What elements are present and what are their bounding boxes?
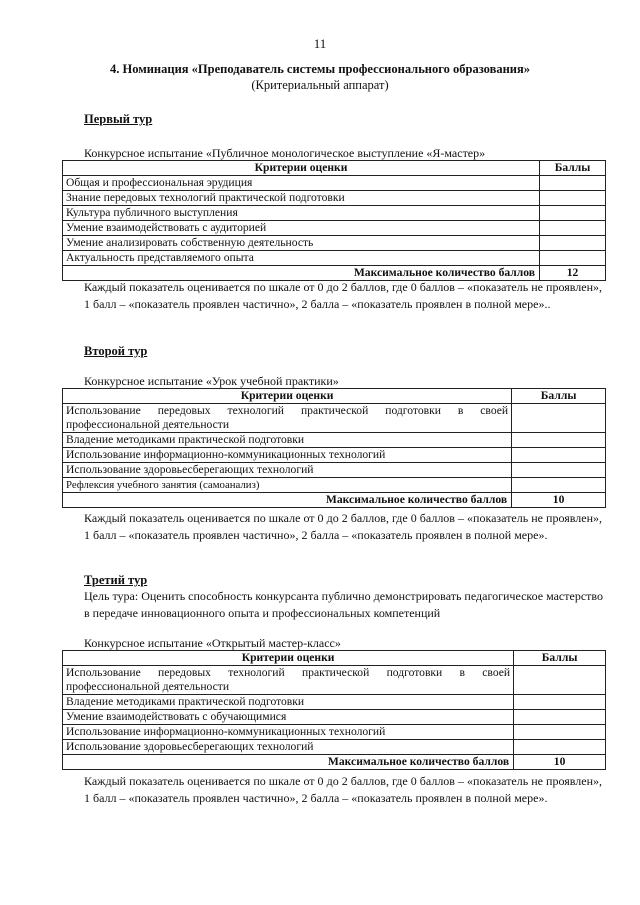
- table-row: [63, 206, 606, 221]
- criterion-cell: Общая и профессиональная эрудиция: [63, 176, 540, 191]
- table-row: [63, 740, 606, 755]
- score-cell: [540, 221, 606, 236]
- max-score-label: Максимальное количество баллов: [63, 493, 512, 508]
- max-score-label: Максимальное количество баллов: [63, 755, 514, 770]
- page-subtitle: (Критериальный аппарат): [251, 78, 389, 92]
- col-score-header: Баллы: [514, 651, 606, 666]
- max-score-row: [63, 493, 606, 508]
- criterion-cell: Использование информационно-коммуникационных технологий: [63, 448, 512, 463]
- table-header-row: [63, 161, 606, 176]
- tour3-heading: Третий тур: [84, 573, 148, 587]
- score-cell: [540, 191, 606, 206]
- tour3-intro: Конкурсное испытание «Открытый мастер-класс»: [84, 636, 341, 650]
- table-row: [63, 478, 606, 493]
- table-row: [63, 191, 606, 206]
- criterion-cell: Владение методиками практической подготовки: [63, 433, 512, 448]
- table-row: [63, 221, 606, 236]
- tour2-intro: Конкурсное испытание «Урок учебной практики»: [84, 374, 339, 388]
- tour3-scoring-note: Каждый показатель оценивается по шкале от 0 до 2 баллов, где 0 баллов – «показатель не проявлен», 1 балл – «показатель проявлен частично», 2 балла – «показатель проявлен в полной мере».: [84, 774, 602, 805]
- score-cell: [512, 463, 606, 478]
- tour1-criteria-table: [62, 160, 606, 281]
- table-row: [63, 404, 606, 433]
- tour2-criteria-table: [62, 388, 606, 508]
- tour1-scoring-note: Каждый показатель оценивается по шкале от 0 до 2 баллов, где 0 баллов – «показатель не проявлен», 1 балл – «показатель проявлен частично», 2 балла – «показатель проявлен в полной мере»..: [84, 280, 602, 311]
- max-score-value: 10: [512, 493, 606, 508]
- score-cell: [514, 740, 606, 755]
- score-cell: [512, 433, 606, 448]
- table-row: [63, 251, 606, 266]
- criterion-cell: Использование информационно-коммуникационных технологий: [63, 725, 514, 740]
- criterion-cell: Актуальность представляемого опыта: [63, 251, 540, 266]
- criterion-cell: Умение взаимодействовать с аудиторией: [63, 221, 540, 236]
- col-score-header: Баллы: [540, 161, 606, 176]
- table-header-row: [63, 651, 606, 666]
- table-row: [63, 176, 606, 191]
- table-row: [63, 710, 606, 725]
- criterion-cell: Использование передовых технологий практической подготовки в своей профессиональной деятельности: [63, 404, 512, 433]
- score-cell: [514, 695, 606, 710]
- table-row: [63, 725, 606, 740]
- table-row: [63, 666, 606, 695]
- table-row: [63, 433, 606, 448]
- criterion-cell: Владение методиками практической подготовки: [63, 695, 514, 710]
- score-cell: [540, 176, 606, 191]
- criterion-cell: Рефлексия учебного занятия (самоанализ): [63, 478, 512, 493]
- score-cell: [512, 478, 606, 493]
- score-cell: [514, 710, 606, 725]
- page-title: 4. Номинация «Преподаватель системы профессионального образования»: [109, 62, 531, 76]
- criterion-cell: Умение анализировать собственную деятельность: [63, 236, 540, 251]
- tour3-criteria-table: [62, 650, 606, 770]
- score-cell: [540, 251, 606, 266]
- score-cell: [540, 236, 606, 251]
- table-row: [63, 448, 606, 463]
- table-header-row: [63, 389, 606, 404]
- table-row: [63, 236, 606, 251]
- max-score-value: 12: [540, 266, 606, 281]
- score-cell: [512, 404, 606, 433]
- criterion-cell: Культура публичного выступления: [63, 206, 540, 221]
- criterion-cell: Знание передовых технологий практической подготовки: [63, 191, 540, 206]
- score-cell: [512, 448, 606, 463]
- page-number: 11: [313, 36, 327, 51]
- max-score-label: Максимальное количество баллов: [63, 266, 540, 281]
- criterion-cell: Использование передовых технологий практической подготовки в своей профессиональной деятельности: [63, 666, 514, 695]
- score-cell: [514, 725, 606, 740]
- tour2-heading: Второй тур: [84, 344, 148, 358]
- tour2-scoring-note: Каждый показатель оценивается по шкале от 0 до 2 баллов, где 0 баллов – «показатель не проявлен», 1 балл – «показатель проявлен частично», 2 балла – «показатель проявлен в полной мере».: [84, 511, 602, 542]
- col-criteria-header: Критерии оценки: [63, 651, 514, 666]
- col-criteria-header: Критерии оценки: [63, 161, 540, 176]
- tour1-heading: Первый тур: [84, 112, 153, 126]
- criterion-cell: Умение взаимодействовать с обучающимися: [63, 710, 514, 725]
- criterion-cell: Использование здоровьесберегающих технологий: [63, 740, 514, 755]
- col-score-header: Баллы: [512, 389, 606, 404]
- max-score-value: 10: [514, 755, 606, 770]
- max-score-row: [63, 755, 606, 770]
- table-row: [63, 695, 606, 710]
- tour1-intro: Конкурсное испытание «Публичное монологическое выступление «Я-мастер»: [84, 146, 486, 160]
- col-criteria-header: Критерии оценки: [63, 389, 512, 404]
- table-row: [63, 463, 606, 478]
- score-cell: [514, 666, 606, 695]
- criterion-cell: Использование здоровьесберегающих технологий: [63, 463, 512, 478]
- tour3-goal: Цель тура: Оценить способность конкурсанта публично демонстрировать педагогическое мастерство в передаче инновационного опыта и профессиональных компетенций: [84, 589, 603, 620]
- score-cell: [540, 206, 606, 221]
